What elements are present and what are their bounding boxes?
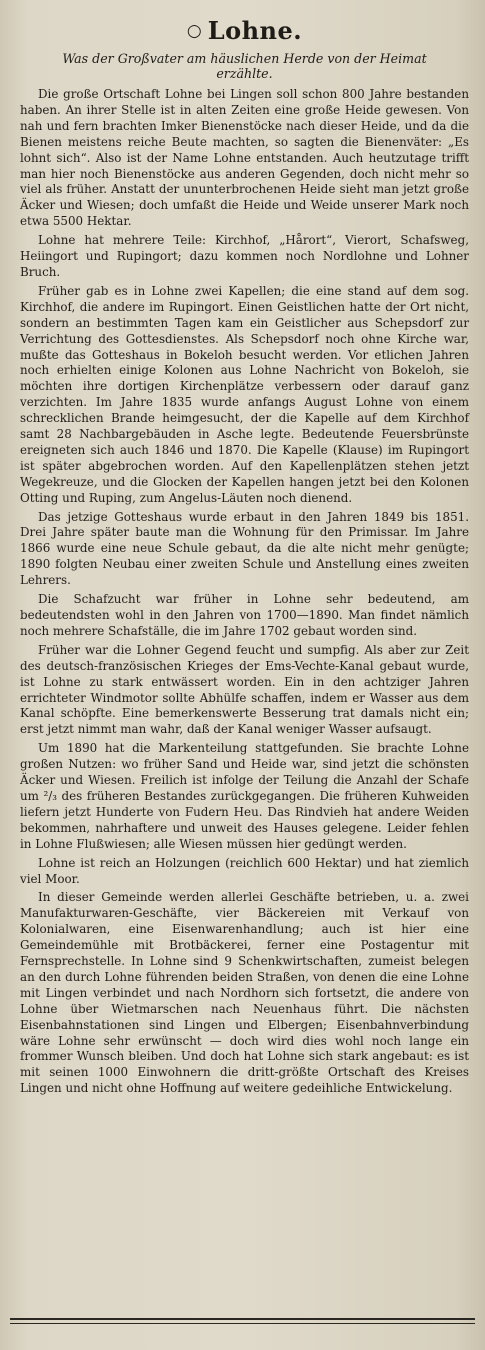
paragraph: Das jetzige Gotteshaus wurde erbaut in den Jahren 1849 bis 1851. Drei Jahre später baute man die Wohnung für den Primissar. Im Jahre 1866 wurde eine neue Schule gebaut, da die alte nicht mehr genügte; 1890 folgten Neubau einer zweiten Schule und Anstellung eines zweiten Lehrers. [20,509,469,588]
circle-ornament-icon: ○ [186,20,202,41]
paragraph: Früher gab es in Lohne zwei Kapellen; die eine stand auf dem sog. Kirchhof, die andere im Rupingort. Einen Geistlichen hatte der Ort nicht, sondern an bestimmten Tagen kam ein Geistlicher aus Schepsdorf zur Verrichtung des Gottesdienstes. Als Schepsdorf noch ohne Kirche war, mußte das Gotteshaus in Bokeloh besucht werden. Vor etlichen Jahren noch erhielten einige Kolonen aus Lohne Nachricht von Bokeloh, sie möchten ihre dortigen Kirchenplätze verbessern oder darauf ganz verzichten. Im Jahre 1835 wurde anfangs August Lohne von einem schrecklichen Brande heimgesucht, der die Kapelle auf dem Kirchhof samt 28 Nachbargebäuden in Asche legte. Bedeutende Feuersbrünste ereigneten sich auch 1846 und 1870. Die Kapelle (Klause) im Rupingort ist später abgebrochen worden. Auf den Kapellenplätzen stehen jetzt Wegekreuze, und die Glocken der Kapellen hangen jetzt bei den Kolonen Otting und Ruping, zum Angelus-Läuten noch dienend. [20,283,469,505]
paragraph: Lohne ist reich an Holzungen (reichlich 600 Hektar) und hat ziemlich viel Moor. [20,855,469,886]
end-rule [10,1318,475,1320]
paragraph: Um 1890 hat die Markenteilung stattgefunden. Sie brachte Lohne großen Nutzen: wo früher Sand und Heide war, sind jetzt die schönsten Äcker und Wiesen. Freilich ist infolge der Teilung die Anzahl der Schafe um ²/₃ des früheren Bestandes zurückgegangen. Die früheren Kuhweiden liefern jetzt Hunderte von Fudern Heu. Das Rindvieh hat andere Weiden bekommen, nahrhaftere und unweit des Hauses gelegene. Leider fehlen in Lohne Flußwiesen; alle Wiesen müssen hier gedüngt werden. [20,741,469,851]
end-rule-thin [10,1323,475,1324]
article-body [20,87,469,1097]
article-title: Lohne. [207,16,303,45]
article-subtitle: Was der Großvater am häuslichen Herde von der Heimat erzählte. [62,51,427,81]
paragraph: Die große Ortschaft Lohne bei Lingen soll schon 800 Jahre bestanden haben. An ihrer Stelle ist in alten Zeiten eine große Heide gewesen. Von nah und fern brachten Imker Bienenstöcke nach dieser Heide, und da die Bienen meistens reiche Beute machten, so sagten die Bienenväter: „Es lohnt sich“. Also ist der Name Lohne entstanden. Auch heutzutage trifft man hier noch Bienenstöcke aus anderen Gegenden, doch nicht mehr so viel als früher. Anstatt der ununterbrochenen Heide sieht man jetzt große Äcker und Wiesen; doch umfaßt die Heide und Weide unserer Mark noch etwa 5500 Hektar. [20,87,469,229]
headline [20,16,469,45]
paragraph: Die Schafzucht war früher in Lohne sehr bedeutend, am bedeutendsten wohl in den Jahren von 1700—1890. Man findet nämlich noch mehrere Schafställe, die im Jahre 1702 gebaut worden sind. [20,592,469,638]
paragraph: Lohne hat mehrere Teile: Kirchhof, „Hårort“, Vierort, Schafsweg, Heiingort und Rupingort; dazu kommen noch Nordlohne und Lohner Bruch. [20,233,469,279]
paragraph: In dieser Gemeinde werden allerlei Geschäfte betrieben, u. a. zwei Manufakturwaren-Geschäfte, vier Bäckereien mit Verkauf von Kolonialwaren, eine Eisenwarenhandlung; auch ist hier eine Gemeindemühle mit Brotbäckerei, ferner eine Postagentur mit Fernsprechstelle. In Lohne sind 9 Schenkwirtschaften, zumeist belegen an den durch Lohne führenden beiden Straßen, von denen die eine Lohne mit Lingen verbindet und nach Nordhorn sich fortsetzt, die andere von Lohne über Wietmarschen nach Neuenhaus führt. Die nächsten Eisenbahnstationen sind Lingen und Elbergen; Eisenbahnverbindung wäre Lohne sehr erwünscht — doch wird dies wohl noch lange ein frommer Wunsch bleiben. Und doch hat Lohne sich stark angebaut: es ist mit seinen 1000 Einwohnern die dritt-größte Ortschaft des Kreises Lingen und nicht ohne Hoffnung auf weitere gedeihliche Entwickelung. [20,890,469,1096]
paragraph: Früher war die Lohner Gegend feucht und sumpfig. Als aber zur Zeit des deutsch-französischen Krieges der Ems-Vechte-Kanal gebaut wurde, ist Lohne zu stark entwässert worden. Ein in den achtziger Jahren errichteter Windmotor sollte Abhülfe schaffen, indem er Wasser aus dem Kanal schöpfte. Eine bemerkenswerte Besserung trat damals nicht ein; erst jetzt nimmt man wahr, daß der Kanal weniger Wasser aufsaugt. [20,642,469,737]
